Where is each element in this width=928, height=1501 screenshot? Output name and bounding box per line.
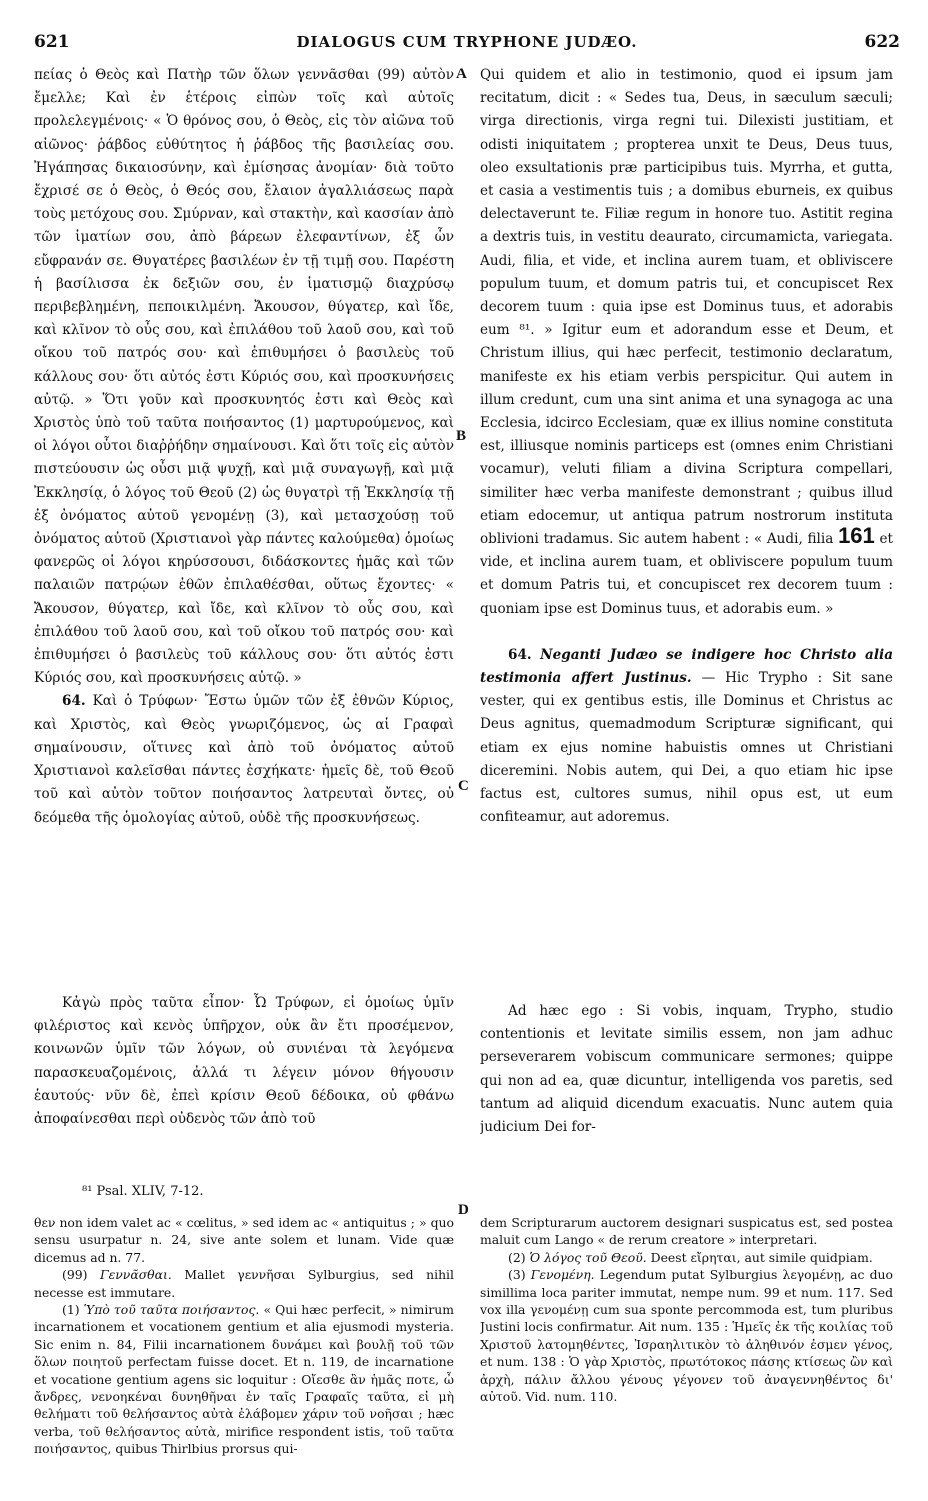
footnote-lemma: Γεννᾶσθαι.	[100, 1267, 172, 1283]
footnote-lemma: Ὑπὸ τοῦ ταῦτα ποιήσαντος.	[83, 1302, 260, 1318]
footnote: θεν non idem valet ac « cœlitus, » sed idem ac « antiquitus ; » quo sensu usurpatur n. 24, sive ante solem et lunam. Vide quæ dicemus ad n. 77.	[34, 1215, 454, 1265]
footnote-label: (1)	[62, 1302, 80, 1318]
column-marker-d: D	[458, 1202, 469, 1218]
page-number-left: 621	[34, 32, 70, 52]
latin-text-column	[480, 64, 893, 994]
footnote-label: (3)	[508, 1267, 526, 1283]
latin-paragraph: Ad hæc ego : Si vobis, inquam, Trypho, studio contentionis et levitate similis essem, non jam adhuc perseverarem vobiscum communicare sermones; quippe qui non ad ea, quæ dicuntur, intelligenda vos paretis, sed tantum ad aliquid dicendum exacuatis. Nunc autem quia judicium Dei for-	[480, 1003, 893, 1136]
greek-text-column	[34, 64, 454, 942]
footnote: « Qui hæc perfecit, » nimirum incarnationem et vocationem gentium et alia ejusmodi mysteria. Sic enim n. 84, Filii incarnationem δυνάμει καὶ βουλῇ τοῦ τῶν ὅλων ποιητοῦ perfectam fuisse docet. Et n. 119, de incarnatione et vocatione gentium agens sic loquitur : Οἴεσθε ἂν ἡμᾶς ποτε, ὦ ἄνδρες, νενοηκέναι δυνηθῆναι ἐν ταῖς Γραφαῖς ταῦτα, εἰ μὴ θελήματι τοῦ θελήσαντος αὐτὰ ἐλάβομεν χάριν τοῦ νοῆσαι ; hæc verba, τοῦ θελήσαντος αὐτὰ, mirifice respondent istis, τοῦ ταῦτα ποιήσαντος, quibus Thirlbius prorsus qui-	[34, 1302, 454, 1457]
footnote: Mallet γεννῆσαι Sylburgius, sed nihil necesse est immutare.	[34, 1267, 454, 1300]
page-header	[34, 32, 900, 58]
greek-text-column-continued	[34, 992, 454, 1142]
running-title: DIALOGUS CUM TRYPHONE JUDÆO.	[296, 33, 638, 51]
footnotes-left	[34, 1214, 454, 1498]
latin-paragraph: — Hic Trypho : Sit sane vester, qui ex gentibus estis, ille Dominus et Christus ac Deus agnitus, quemadmodum Scripturæ significant, qui etiam ex ejus nomine habuistis omnes ut Christiani diceremini. Nobis autem, qui Dei, a quo etiam hic ipse factus est, cultores sumus, nihil opus est, ut eum confiteamur, aut adoremus.	[480, 670, 893, 826]
footnote-lemma: Γενομένη.	[530, 1267, 595, 1283]
footnote-label: (2)	[508, 1249, 526, 1265]
greek-paragraph: πείας ὁ Θεὸς καὶ Πατὴρ τῶν ὅλων γεννᾶσθαι (99) αὐτὸν ἔμελλε; Καὶ ἐν ἑτέροις εἰπὼν τοῖς καὶ αὐτοῖς προλελεγμένοις· « Ὁ θρόνος σου, ὁ Θεὸς, εἰς τὸν αἰῶνα τοῦ αἰῶνος· ῥάβδος εὐθύτητος ἡ ῥάβδος τῆς βασιλείας σου. Ἠγάπησας δικαιοσύνην, καὶ ἐμίσησας ἀνομίαν· διὰ τοῦτο ἔχρισέ σε ὁ Θεὸς, ὁ Θεός σου, ἔλαιον ἀγαλλιάσεως παρὰ τοὺς μετόχους σου. Σμύρναν, καὶ στακτὴν, καὶ κασσίαν ἀπὸ τῶν ἱματίων σου, ἀπὸ βάρεων ἐλεφαντίνων, ἐξ ὧν εὔφρανάν σε. Θυγατέρες βασιλέων ἐν τῇ τιμῇ σου. Παρέστη ἡ βασίλισσα ἐκ δεξιῶν σου, ἐν ἱματισμῷ διαχρύσῳ περιβεβλημένη, πεποικιλμένη. Ἄκουσον, θύγατερ, καὶ ἴδε, καὶ κλῖνον τὸ οὖς σου, καὶ ἐπιλάθου τοῦ λαοῦ σου, καὶ τοῦ οἴκου τοῦ πατρός σου· καὶ ἐπιθυμήσει ὁ βασιλεὺς τοῦ κάλλους σου· ὅτι αὐτός ἐστι Κύριός σου, καὶ προσκυνήσεις αὐτῷ. » Ὅτι γοῦν καὶ προσκυνητός ἐστι καὶ Θεὸς καὶ Χριστὸς ὑπὸ τοῦ ταῦτα ποιήσαντος (1) μαρτυρούμενος, καὶ οἱ λόγοι οὗτοι διαῤῥήδην σημαίνουσι. Καὶ ὅτι τοῖς εἰς αὐτὸν πιστεύουσιν ὡς οὖσι μιᾷ ψυχῇ, καὶ μιᾷ συναγωγῇ, καὶ μιᾷ Ἐκκλησίᾳ, ὁ λόγος τοῦ Θεοῦ (2) ὡς θυγατρὶ τῇ Ἐκκλησίᾳ τῇ ἐξ ὀνόματος αὐτοῦ γενομένῃ (3), καὶ μετασχούσῃ τοῦ ὀνόματος αὐτοῦ (Χριστιανοὶ γὰρ πάντες καλούμεθα) ὁμοίως φανερῶς οἱ λόγοι κηρύσσουσι, διδάσκοντες ἡμᾶς καὶ τῶν παλαιῶν πατρῴων ἐθῶν ἐπιλαθέσθαι, οὕτως ἔχοντες· « Ἄκουσον, θύγατερ, καὶ ἴδε, καὶ κλῖνον τὸ οὖς σου, καὶ ἐπιλάθου τοῦ λαοῦ σου, καὶ τοῦ οἴκου τοῦ πατρός σου· καὶ ἐπιθυμήσει ὁ βασιλεὺς τοῦ κάλλους σου· ὅτι αὐτός ἐστι Κύριός σου, καὶ προσκυνήσεις αὐτῷ. »	[34, 67, 454, 687]
section-number: 64.	[62, 693, 86, 710]
footnote: dem Scripturarum auctorem designari suspicatus est, sed postea maluit cum Lango « de rerum creatore » interpretari.	[480, 1215, 893, 1248]
column-marker-b: B	[456, 428, 467, 444]
footnotes-right	[480, 1214, 893, 1498]
section-heading: Neganti Judæo se indigere hoc Christo alia testimonia affert Justinus.	[480, 646, 893, 687]
page-number-right: 622	[864, 32, 900, 52]
column-marker-a: A	[456, 66, 467, 82]
margin-page-number: 161	[838, 523, 875, 549]
column-marker-c: C	[458, 778, 469, 794]
greek-paragraph: Κἀγὼ πρὸς ταῦτα εἶπον· Ὦ Τρύφων, εἰ ὁμοίως ὑμῖν φιλέριστος καὶ κενὸς ὑπῆρχον, οὐκ ἂν ἔτι προσέμενον, κοινωνῶν ὑμῖν τῶν λόγων, οὐ συνιέναι τὰ λεγόμενα παρασκευαζομένοις, ἀλλά τι λέγειν μόνον θήγουσιν ἑαυτούς· νῦν δὲ, ἐπεὶ κρίσιν Θεοῦ δέδοικα, οὐ φθάνω ἀποφαίνεσθαι περὶ οὐδενὸς τῶν ἀπὸ τοῦ	[34, 995, 454, 1128]
scripture-footnote: ⁸¹ Psal. XLIV, 7-12.	[82, 1184, 204, 1199]
footnote-lemma: Ὁ λόγος τοῦ Θεοῦ.	[529, 1249, 647, 1265]
footnote-label: (99)	[62, 1267, 88, 1283]
latin-text-column-continued	[480, 1000, 893, 1155]
greek-paragraph: Καὶ ὁ Τρύφων· Ἔστω ὑμῶν τῶν ἐξ ἐθνῶν Κύριος, καὶ Χριστὸς, καὶ Θεὸς γνωριζόμενος, ὡς αἱ Γραφαὶ σημαίνουσιν, οἵτινες καὶ ἀπὸ τοῦ ὀνόματος αὐτοῦ Χριστιανοὶ καλεῖσθαι πάντες ἐσχήκατε· ἡμεῖς δὲ, τοῦ Θεοῦ τοῦ καὶ αὐτὸν τοῦτον ποιήσαντος λατρευταὶ ὄντες, οὐ δεόμεθα τῆς ὁμολογίας αὐτοῦ, οὐδὲ τῆς προσκυνήσεως.	[34, 693, 454, 826]
footnote: Deest εἴρηται, aut simile quidpiam.	[650, 1249, 873, 1265]
section-number: 64.	[508, 646, 532, 663]
latin-paragraph: Qui quidem et alio in testimonio, quod ei ipsum jam recitatum, dicit : « Sedes tua, Deus, in sæculum sæculi; virga directionis, virga regni tui. Dilexisti justitiam, et odisti iniquitatem ; propterea unxit te Deus, Deus tuus, oleo exsultationis præ participibus tuis. Myrrha, et gutta, et casia a vestimentis tuis ; a domibus eburneis, ex quibus delectaverunt te. Filiæ regum in honore tuo. Astitit regina a dextris tuis, in vestitu deaurato, circumamicta, variegata. Audi, filia, et vide, et inclina aurem tuam, et obliviscere populum tuum, et domum patris tui, et concupiscet Rex decorem tuum : quia ipse est Dominus tuus, et adorabis eum ⁸¹. » Igitur eum et adorandum esse et Deum, et Christum illius, qui hæc perfecit, testimonio declaratum, manifeste ex his etiam verbis perspicitur. Qui autem in illum credunt, cum una sint anima et una synagoga ac una Ecclesia, idcirco Ecclesiam, quæ ex illius nomine constituta est, illiusque nominis particeps est (omnes enim Christiani vocamur), veluti filiam a divina Scriptura compellari, similiter hæc verba manifeste demonstrant ; quibus illud etiam edocemur, ut antiqua patrum nostrorum instituta oblivioni tradamus. Sic autem habent : « Audi, filia	[480, 67, 893, 548]
footnote: Legendum putat Sylburgius λεγομένῃ, ac duo simillima loca pariter immutat, nempe num. 99 et num. 117. Sed vox illa γενομένῃ cum sua sponte percommoda est, tum pluribus Justini locis confirmatur. Ait num. 135 : Ἡμεῖς ἐκ τῆς κοιλίας τοῦ Χριστοῦ λατομηθέντες, Ἰσραηλιτικὸν τὸ ἀληθινόν ἐσμεν γένος, et num. 138 : Ὁ γὰρ Χριστὸς, πρωτότοκος πάσης κτίσεως ὢν καὶ ἀρχὴ, πάλιν ἄλλου γένους γέγονεν τοῦ ἀναγεννηθέντος δι' αὐτοῦ. Vid. num. 110.	[480, 1267, 893, 1405]
latin-paragraph-end: et vide, et inclina aurem tuam, et obliviscere populum tuum et domum Patris tui, et concupiscet rex decorem tuum : quoniam ipse est Dominus tuus, et adorabis eum. »	[480, 531, 893, 617]
